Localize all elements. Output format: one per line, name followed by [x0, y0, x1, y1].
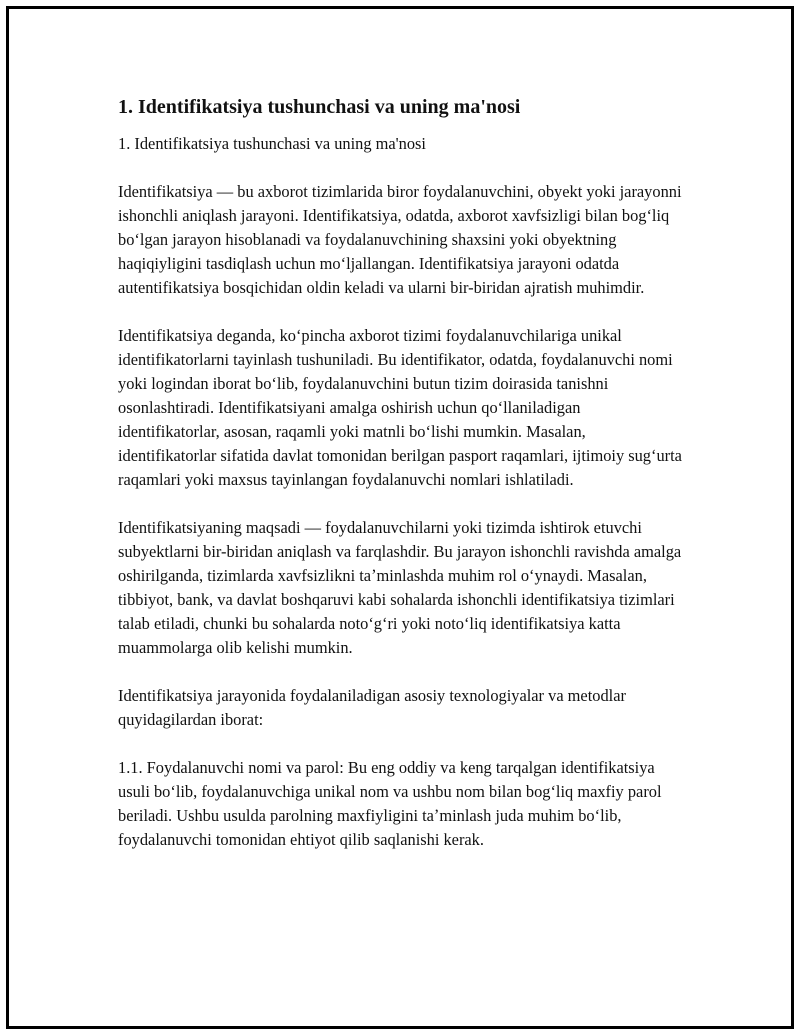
- paragraph-identifiers: Identifikatsiya deganda, koʻpincha axborot tizimi foydalanuvchilariga unikal identifikatorlarni tayinlash tushuniladi. Bu identifikator, odatda, foydalanuvchi nomi yoki logindan iborat boʻlib, foydalanuvchini butun tizim doirasida tanishni osonlashtiradi. Identifikatsiyani amalga oshirish uchun qoʻllaniladigan identifikatorlar, asosan, raqamli yoki matnli boʻlishi mumkin. Masalan, identifikatorlar sifatida davlat tomonidan berilgan pasport raqamlari, ijtimoiy sugʻurta raqamlari yoki maxsus tayinlangan foydalanuvchi nomlari ishlatiladi.: [118, 326, 682, 489]
- document-title: 1. Identifikatsiya tushunchasi va uning ma'nosi: [118, 96, 521, 118]
- paragraph-definition: Identifikatsiya — bu axborot tizimlarida biror foydalanuvchini, obyekt yoki jarayonni ishonchli aniqlash jarayoni. Identifikatsiya, odatda, axborot xavfsizligi bilan bogʻliq boʻlgan jarayon hisoblanadi va foydalanuvchining shaxsini yoki obyektning haqiqiyligini tasdiqlash uchun moʻljallangan. Identifikatsiya jarayoni odatda autentifikatsiya bosqichidan oldin keladi va ularni bir-biridan ajratish muhimdir.: [118, 182, 682, 297]
- paragraph-methods-intro: Identifikatsiya jarayonida foydalaniladigan asosiy texnologiyalar va metodlar quyidagilardan iborat:: [118, 686, 626, 729]
- paragraph-username-password: 1.1. Foydalanuvchi nomi va parol: Bu eng oddiy va keng tarqalgan identifikatsiya usuli boʻlib, foydalanuvchiga unikal nom va ushbu nom bilan bogʻliq maxfiy parol beriladi. Ushbu usulda parolning maxfiyligini taʼminlash juda muhim boʻlib, foydalanuvchi tomonidan ehtiyot qilib saqlanishi kerak.: [118, 758, 662, 849]
- document-body: [118, 94, 686, 852]
- section-subheading: 1. Identifikatsiya tushunchasi va uning ma'nosi: [118, 134, 426, 153]
- paragraph-purpose: Identifikatsiyaning maqsadi — foydalanuvchilarni yoki tizimda ishtirok etuvchi subyektlarni bir-biridan aniqlash va farqlashdir. Bu jarayon ishonchli ravishda amalga oshirilganda, tizimlarda xavfsizlikni taʼminlashda muhim rol oʻynaydi. Masalan, tibbiyot, bank, va davlat boshqaruvi kabi sohalarda ishonchli identifikatsiya tizimlari talab etiladi, chunki bu sohalarda notoʻgʻri yoki notoʻliq identifikatsiya katta muammolarga olib kelishi mumkin.: [118, 518, 682, 657]
